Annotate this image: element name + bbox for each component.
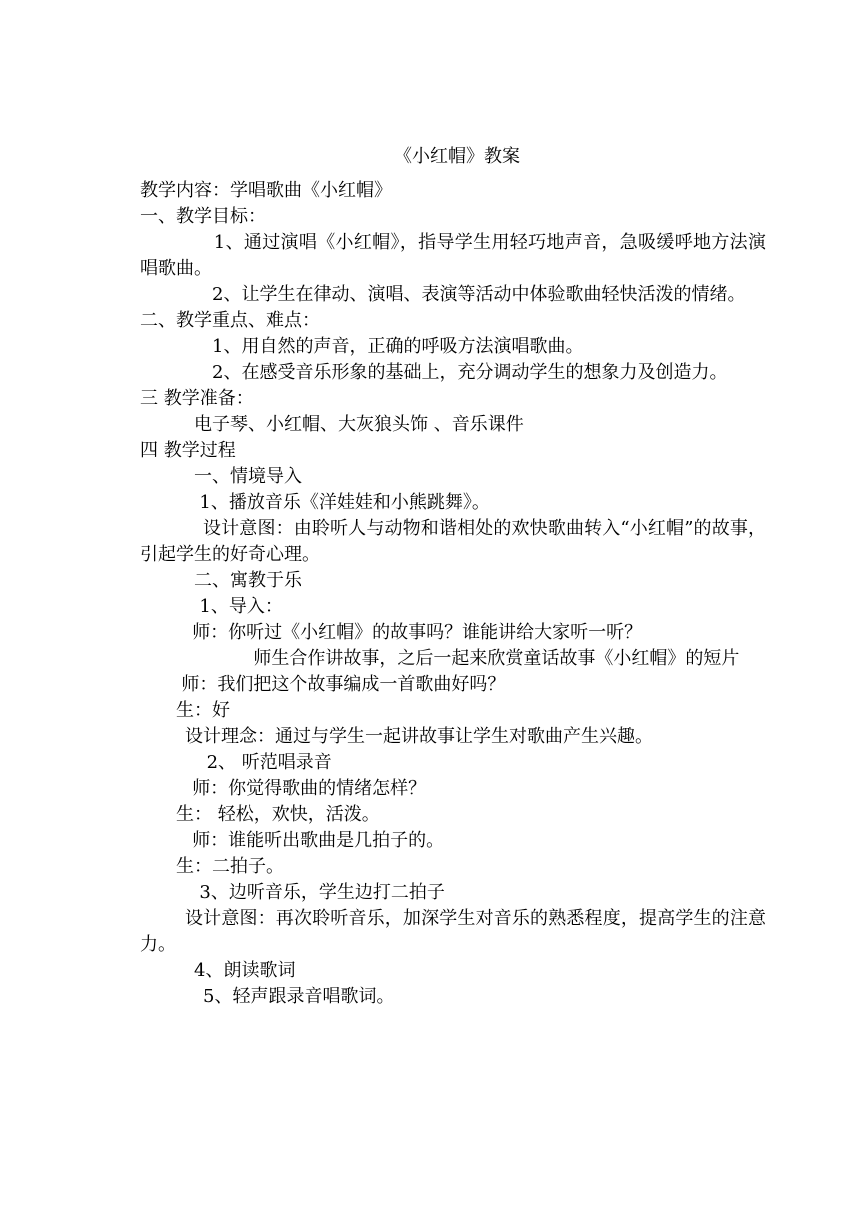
paragraph: 四 教学过程 (140, 440, 236, 461)
document-title: 《小红帽》教案 (394, 146, 520, 167)
paragraph: 设计意图：再次聆听音乐，加深学生对音乐的熟悉程度，提高学生的注意力。 (140, 908, 766, 955)
paragraph: 1、通过演唱《小红帽》，指导学生用轻巧地声音，急吸缓呼地方法演唱歌曲。 (140, 232, 766, 279)
paragraph: 2、让学生在律动、演唱、表演等活动中体验歌曲轻快活泼的情绪。 (212, 284, 746, 305)
paragraph: 二、寓教于乐 (194, 570, 302, 591)
paragraph: 4、朗读歌词 (194, 960, 296, 981)
paragraph: 师生合作讲故事，之后一起来欣赏童话故事《小红帽》的短片 (253, 648, 740, 669)
paragraph: 电子琴、小红帽、大灰狼头饰 、音乐课件 (194, 414, 524, 435)
paragraph: 一、教学目标： (140, 206, 266, 227)
paragraph: 2、在感受音乐形象的基础上，充分调动学生的想象力及创造力。 (212, 362, 728, 383)
paragraph: 二、教学重点、难点： (140, 310, 320, 331)
paragraph: 1、播放音乐《洋娃娃和小熊跳舞》。 (199, 492, 490, 513)
paragraph: 教学内容：学唱歌曲《小红帽》 (140, 180, 392, 201)
paragraph: 生： 轻松，欢快，活泼。 (176, 804, 380, 825)
paragraph: 1、用自然的声音，正确的呼吸方法演唱歌曲。 (212, 336, 584, 357)
paragraph: 2、 听范唱录音 (206, 752, 332, 773)
paragraph: 一、情境导入 (194, 466, 302, 487)
paragraph: 设计理念：通过与学生一起讲故事让学生对歌曲产生兴趣。 (185, 726, 653, 747)
paragraph: 师：你觉得歌曲的情绪怎样？ (192, 778, 427, 799)
paragraph: 生：二拍子。 (176, 856, 284, 877)
paragraph: 生：好 (176, 700, 230, 721)
paragraph: 师：我们把这个故事编成一首歌曲好吗？ (181, 674, 506, 695)
paragraph: 设计意图：由聆听人与动物和谐相处的欢快歌曲转入“小红帽”的故事，引起学生的好奇心理。 (140, 518, 766, 565)
paragraph: 3、边听音乐，学生边打二拍子 (199, 882, 445, 903)
paragraph: 5、轻声跟录音唱歌词。 (203, 986, 395, 1007)
paragraph: 师：你听过《小红帽》的故事吗？谁能讲给大家听一听？ (192, 622, 643, 643)
paragraph: 师：谁能听出歌曲是几拍子的。 (192, 830, 445, 851)
document-body (140, 178, 766, 1010)
paragraph: 1、导入： (199, 596, 283, 617)
paragraph: 三 教学准备： (140, 388, 254, 409)
